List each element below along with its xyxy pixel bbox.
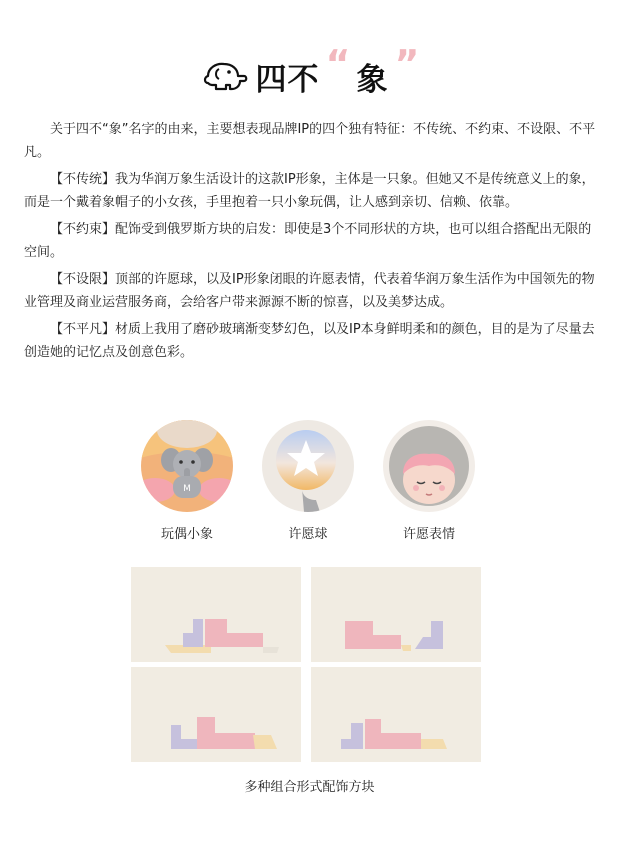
title-main-text: 四不: [255, 61, 320, 98]
blocks-panel-2: [311, 567, 481, 662]
intro-paragraph: 关于四不“象”名字的由来，主要想表现品牌IP的四个独有特征：不传统、不约束、不设限、不平凡。: [24, 122, 596, 160]
paragraph-not-constrained: 【不约束】配饰受到俄罗斯方块的启发：即使是3个不同形状的方块，也可以组合搭配出无限的空间。: [24, 222, 592, 260]
paragraph-not-traditional: 【不传统】我为华润万象生活设计的这款IP形象，主体是一只象。但她又不是传统意义上的象，而是一个戴着象帽子的小女孩，手里抱着一只小象玩偶，让人感到亲切、信赖、依靠。: [24, 172, 595, 210]
feature-caption-elephant: 玩偶小象: [160, 527, 213, 542]
wish-face-icon: [383, 420, 475, 512]
title-highlight-text: 象: [356, 61, 389, 98]
elephant-toy-icon: [141, 420, 233, 512]
blocks-panel-1: [131, 567, 301, 662]
paragraph-not-ordinary: 【不平凡】材质上我用了磨砂玻璃渐变梦幻色，以及IP本身鲜明柔和的颜色，目的是为了尽量去创造她的记忆点及创意色彩。: [24, 322, 595, 360]
title-close-quote: ”: [394, 42, 420, 86]
blocks-panel-3: [131, 667, 301, 762]
paragraph-no-limits: 【不设限】顶部的许愿球，以及IP形象闭眼的许愿表情，代表着华润万象生活作为中国领先的物业管理及商业运营服务商，会给客户带来源源不断的惊喜，以及美梦达成。: [24, 272, 595, 310]
title-open-quote: “: [325, 42, 351, 86]
wish-ball-icon: [262, 420, 354, 512]
page-title: [0, 42, 619, 106]
blocks-panel-4: [311, 667, 481, 762]
blocks-caption: 多种组合形式配饰方块: [244, 780, 375, 795]
feature-caption-wish-ball: 许愿球: [288, 527, 328, 542]
svg-text:M: M: [183, 484, 191, 494]
elephant-logo-icon: [202, 59, 248, 93]
feature-caption-wish-face: 许愿表情: [402, 527, 455, 542]
